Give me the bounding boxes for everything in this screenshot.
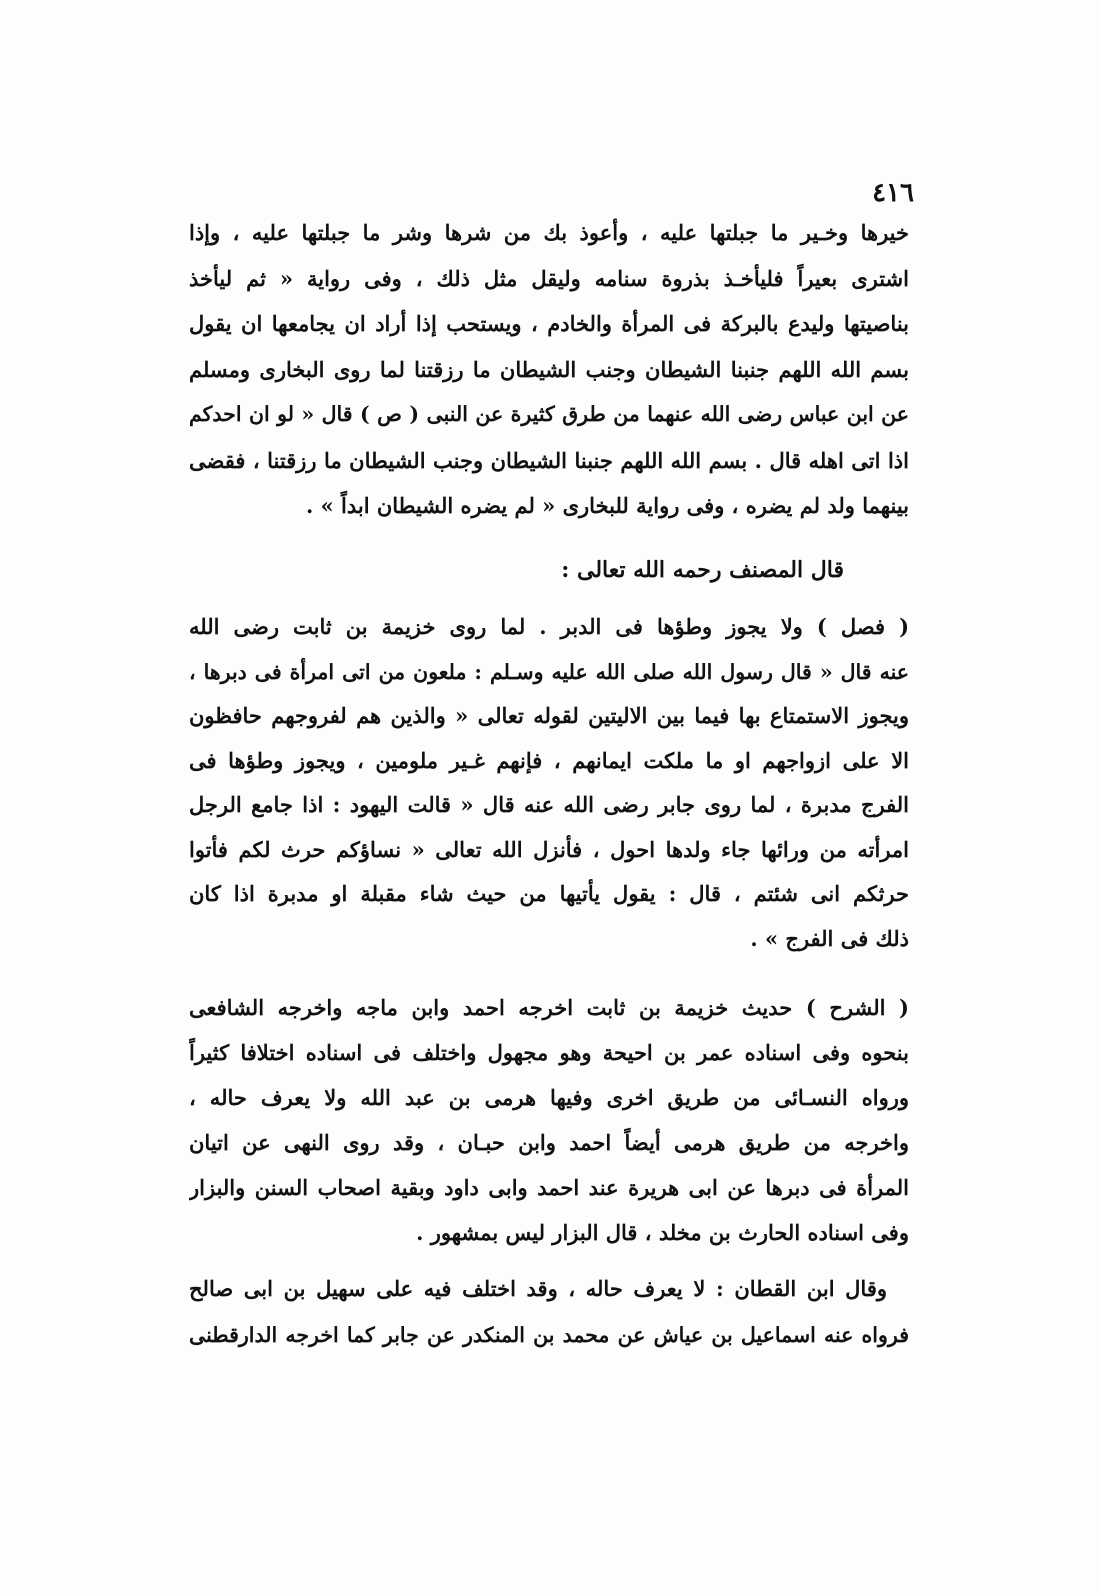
paragraph-3: [189, 985, 909, 1255]
text-line: بسم الله اللهم جنبنا الشيطان وجنب الشيطان ما رزقتنا لما روى البخارى ومسلم: [189, 356, 909, 382]
text-line: وقال ابن القطان : لا يعرف حاله ، وقد اختلف فيه على سهيل بن ابى صالح: [189, 1276, 887, 1301]
text-line: ذلك فى الفرج » .: [750, 925, 909, 951]
text-line: وفى اسناده الحارث بن مخلد ، قال البزار ليس بمشهور .: [416, 1220, 909, 1245]
text-line: واخرجه من طريق هرمى أيضاً احمد وابن حبـان ، وقد روى النهى عن اتيان: [189, 1130, 909, 1155]
text-line: ورواه النسـائى من طريق اخرى وفيها هرمى بن عبد الله ولا يعرف حاله ،: [189, 1085, 909, 1110]
text-line: ( الشرح ) حديث خزيمة بن ثابت اخرجه احمد وابن ماجه واخرجه الشافعى: [189, 995, 909, 1020]
text-line: امرأته من ورائها جاء ولدها احول ، فأنزل الله تعالى « نساؤكم حرث لكم فأتوا: [189, 836, 909, 862]
section-heading: قال المصنف رحمه الله تعالى :: [561, 557, 844, 583]
paragraph-1: [189, 210, 909, 529]
text-line: ( فصل ) ولا يجوز وطؤها فى الدبر . لما روى خزيمة بن ثابت رضى الله: [189, 614, 909, 639]
text-line: الا على ازواجهم او ما ملكت ايمانهم ، فإنهم غـير ملومين ، ويجوز وطؤها فى: [189, 747, 909, 773]
text-line: عنه قال « قال رسول الله صلى الله عليه وسـلم : ملعون من اتى امرأة فى دبرها ،: [189, 659, 909, 684]
text-line: حرثكم انى شئتم ، قال : يقول يأتيها من حيث شاء مقبلة او مدبرة اذا كان: [189, 881, 909, 906]
text-line: عن ابن عباس رضى الله عنهما من طرق كثيرة عن النبى ( ص ) قال « لو ان احدكم: [189, 402, 909, 426]
text-line: بنحوه وفى اسناده عمر بن احيحة وهو مجهول واختلف فى اسناده اختلافا كثيراً: [189, 1040, 909, 1065]
text-line: الفرج مدبرة ، لما روى جابر رضى الله عنه قال « قالت اليهود : اذا جامع الرجل: [189, 792, 909, 817]
text-line: اذا اتى اهله قال . بسم الله اللهم جنبنا الشيطان وجنب الشيطان ما رزقتنا ، فقضى: [189, 447, 909, 473]
page-number: ٤١٦: [872, 178, 914, 208]
text-line: بناصيتها وليدع بالبركة فى المرأة والخادم ، ويستحب إذا أراد ان يجامعها ان يقول: [189, 311, 909, 336]
text-line: فرواه عنه اسماعيل بن عياش عن محمد بن المنكدر عن جابر كما اخرجه الدارقطنى: [189, 1323, 909, 1347]
text-line: المرأة فى دبرها عن ابى هريرة عند احمد وابى داود وبقية اصحاب السنن والبزار: [189, 1175, 909, 1200]
text-line: ويجوز الاستمتاع بها فيما بين الاليتين لقوله تعالى « والذين هم لفروجهم حافظون: [189, 703, 909, 728]
paragraph-2: [189, 605, 909, 961]
paragraph-4: [189, 1265, 909, 1359]
text-line: بينهما ولد لم يضره ، وفى رواية للبخارى « لم يضره الشيطان ابداً » .: [305, 493, 909, 518]
text-line: خيرها وخـير ما جبلتها عليه ، وأعوذ بك من شرها وشر ما جبلتها عليه ، وإذا: [189, 220, 909, 245]
text-line: اشترى بعيراً فليأخـذ بذروة سنامه وليقل مثل ذلك ، وفى رواية « ثم ليأخذ: [189, 265, 909, 291]
